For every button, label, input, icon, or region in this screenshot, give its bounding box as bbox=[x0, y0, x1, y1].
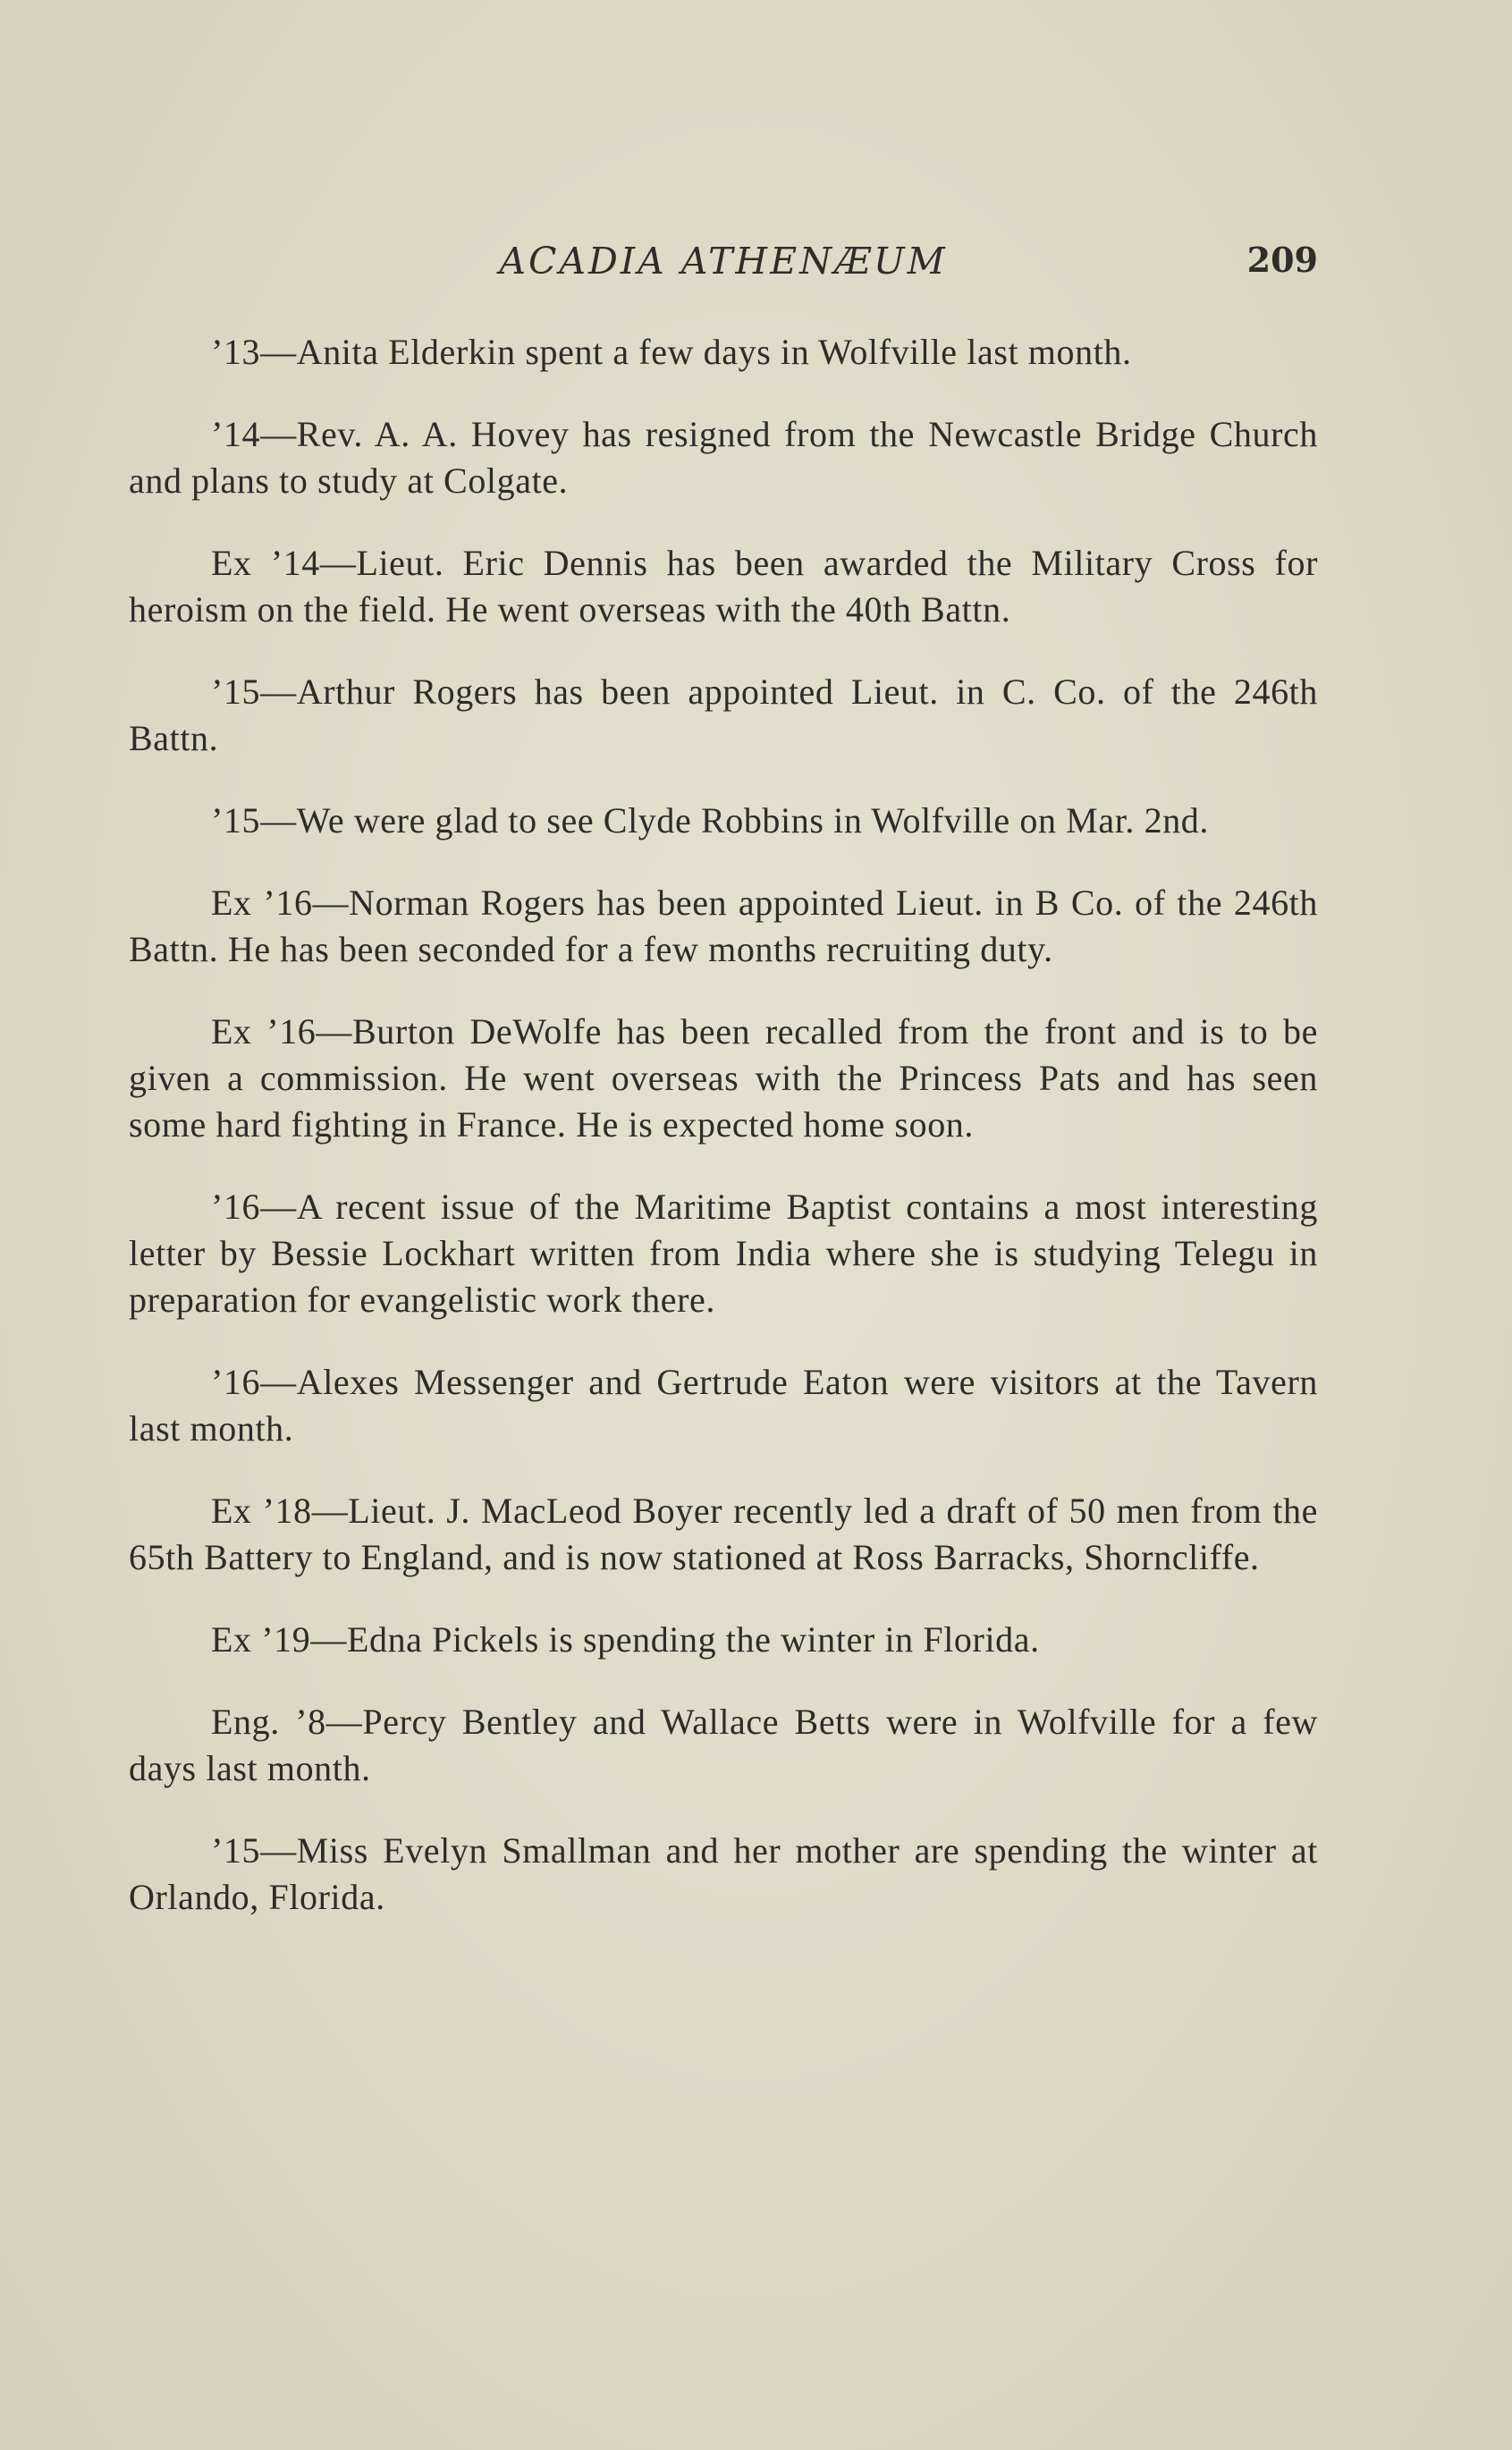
personal-note: ’15—We were glad to see Clyde Robbins in Wolfville on Mar. 2nd. bbox=[211, 800, 1210, 841]
personal-note: ’14—Rev. A. A. Hovey has resigned from the Newcastle Bridge Church and plans to study at Colgate. bbox=[129, 414, 1318, 501]
personal-note: Ex ’18—Lieut. J. MacLeod Boyer recently led a draft of 50 men from the 65th Battery to England, and is now stationed at Ross Barracks, Shorncliffe. bbox=[129, 1491, 1318, 1577]
personal-note: ’15—Arthur Rogers has been appointed Lieut. in C. Co. of the 246th Battn. bbox=[129, 672, 1318, 758]
personal-note: Eng. ’8—Percy Bentley and Wallace Betts were in Wolfville for a few days last month. bbox=[129, 1702, 1318, 1788]
running-title: ACADIA ATHENÆUM bbox=[499, 240, 948, 283]
personal-note: ’16—A recent issue of the Maritime Baptist contains a most interesting letter by Bessie Lockhart written from India where she is studying Telegu in preparation for evangelistic work there. bbox=[129, 1187, 1318, 1320]
personal-note: Ex ’16—Burton DeWolfe has been recalled from the front and is to be given a commission. He went overseas with the Princess Pats and has seen some hard fighting in France. He is expected home soon. bbox=[129, 1011, 1318, 1145]
personal-note: Ex ’16—Norman Rogers has been appointed Lieut. in B Co. of the 246th Battn. He has been seconded for a few months recruiting duty. bbox=[129, 883, 1318, 969]
page-header bbox=[129, 240, 1318, 293]
personals-column bbox=[129, 329, 1318, 1956]
personal-note: Ex ’19—Edna Pickels is spending the winter in Florida. bbox=[211, 1619, 1040, 1660]
page-number: 209 bbox=[1246, 240, 1318, 280]
personal-note: ’15—Miss Evelyn Smallman and her mother are spending the winter at Orlando, Florida. bbox=[129, 1830, 1318, 1917]
personal-note: Ex ’14—Lieut. Eric Dennis has been awarded the Military Cross for heroism on the field. He went overseas with the 40th Battn. bbox=[129, 543, 1318, 629]
personal-note: ’16—Alexes Messenger and Gertrude Eaton were visitors at the Tavern last month. bbox=[129, 1362, 1318, 1449]
personal-note: ’13—Anita Elderkin spent a few days in Wolfville last month. bbox=[211, 332, 1132, 372]
